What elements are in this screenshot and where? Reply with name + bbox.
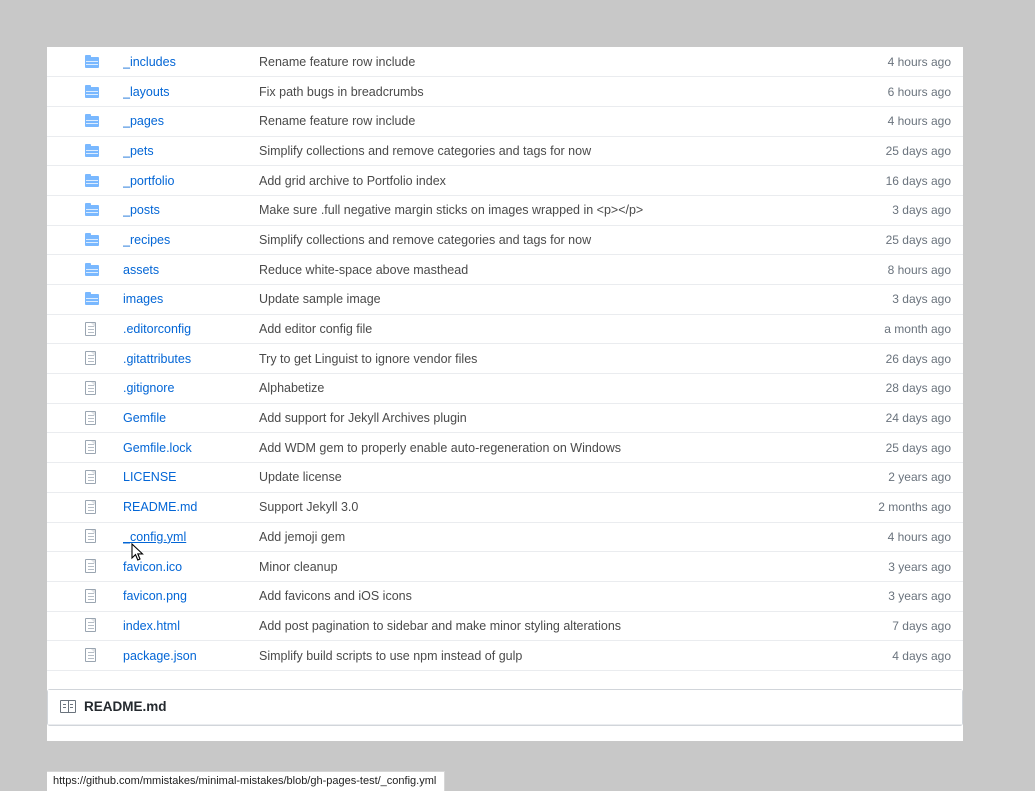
file-name-cell — [123, 552, 259, 582]
table-row — [47, 166, 963, 196]
file-icon-cell — [47, 47, 123, 77]
commit-message-link[interactable]: Simplify collections and remove categories and tags for now — [259, 143, 592, 158]
file-name-cell — [123, 581, 259, 611]
table-row — [47, 581, 963, 611]
folder-icon — [85, 176, 99, 187]
commit-message-cell — [259, 581, 831, 611]
commit-message-cell — [259, 492, 831, 522]
table-row — [47, 225, 963, 255]
commit-message-cell — [259, 641, 831, 671]
commit-age-cell: 25 days ago — [831, 136, 963, 166]
file-name-link[interactable]: index.html — [123, 618, 180, 633]
table-row — [47, 77, 963, 107]
file-icon-cell — [47, 403, 123, 433]
file-name-cell — [123, 344, 259, 374]
file-name-cell — [123, 492, 259, 522]
file-name-cell — [123, 225, 259, 255]
file-icon-cell — [47, 492, 123, 522]
table-row — [47, 403, 963, 433]
commit-age-cell: 2 years ago — [831, 463, 963, 493]
folder-icon — [85, 57, 99, 68]
file-name-link[interactable]: .gitignore — [123, 381, 175, 396]
file-name-cell — [123, 195, 259, 225]
commit-age-cell: 3 days ago — [831, 195, 963, 225]
commit-message-link[interactable]: Update license — [259, 470, 342, 485]
file-name-link[interactable]: _includes — [123, 54, 176, 69]
file-icon-cell — [47, 225, 123, 255]
file-icon-cell — [47, 552, 123, 582]
file-name-link[interactable]: Gemfile.lock — [123, 440, 192, 455]
commit-message-cell — [259, 611, 831, 641]
table-row — [47, 492, 963, 522]
commit-message-link[interactable]: Add post pagination to sidebar and make minor styling alterations — [259, 618, 622, 633]
file-name-cell — [123, 314, 259, 344]
table-row — [47, 285, 963, 315]
commit-age-cell: 2 months ago — [831, 492, 963, 522]
file-table-body — [47, 47, 963, 670]
commit-message-cell — [259, 166, 831, 196]
file-icon — [85, 500, 96, 514]
file-icon — [85, 411, 96, 425]
table-row — [47, 522, 963, 552]
file-name-cell — [123, 641, 259, 671]
table-row — [47, 611, 963, 641]
file-icon — [85, 381, 96, 395]
folder-icon — [85, 146, 99, 157]
file-icon-cell — [47, 463, 123, 493]
file-name-link[interactable]: .editorconfig — [123, 322, 192, 337]
commit-age-cell: 8 hours ago — [831, 255, 963, 285]
file-name-link[interactable]: assets — [123, 262, 160, 277]
commit-age-cell: 7 days ago — [831, 611, 963, 641]
file-name-link[interactable]: _recipes — [123, 232, 171, 247]
file-name-cell — [123, 77, 259, 107]
file-name-link[interactable]: favicon.ico — [123, 559, 183, 574]
file-icon — [85, 470, 96, 484]
file-name-cell — [123, 403, 259, 433]
file-icon — [85, 618, 96, 632]
table-row — [47, 136, 963, 166]
file-name-cell — [123, 166, 259, 196]
commit-age-cell: 4 days ago — [831, 641, 963, 671]
file-icon-cell — [47, 255, 123, 285]
file-name-link[interactable]: package.json — [123, 648, 197, 663]
commit-message-link[interactable]: Support Jekyll 3.0 — [259, 500, 359, 515]
file-name-cell — [123, 611, 259, 641]
table-row — [47, 641, 963, 671]
file-name-cell — [123, 255, 259, 285]
commit-age-cell: 3 days ago — [831, 285, 963, 315]
commit-message-link[interactable]: Add jemoji gem — [259, 529, 346, 544]
commit-message-link[interactable]: Simplify collections and remove categories and tags for now — [259, 232, 592, 247]
commit-message-link[interactable]: Add favicons and iOS icons — [259, 589, 412, 604]
commit-message-cell — [259, 285, 831, 315]
commit-age-cell: 4 hours ago — [831, 47, 963, 77]
file-name-link[interactable]: .gitattributes — [123, 351, 192, 366]
file-name-link[interactable]: _pages — [123, 114, 165, 129]
table-row — [47, 106, 963, 136]
commit-age-cell: 6 hours ago — [831, 77, 963, 107]
file-icon-cell — [47, 77, 123, 107]
commit-message-link[interactable]: Add editor config file — [259, 322, 373, 337]
folder-icon — [85, 294, 99, 305]
file-icon-cell — [47, 285, 123, 315]
commit-message-cell — [259, 314, 831, 344]
commit-message-cell — [259, 255, 831, 285]
readme-header — [48, 690, 962, 725]
commit-age-cell: 16 days ago — [831, 166, 963, 196]
commit-message-cell — [259, 463, 831, 493]
commit-age-cell: a month ago — [831, 314, 963, 344]
commit-message-link[interactable]: Fix path bugs in breadcrumbs — [259, 84, 424, 99]
file-name-cell — [123, 136, 259, 166]
commit-age-cell: 25 days ago — [831, 225, 963, 255]
commit-message-cell — [259, 225, 831, 255]
commit-message-link[interactable]: Alphabetize — [259, 381, 325, 396]
commit-message-cell — [259, 47, 831, 77]
file-name-link[interactable]: _portfolio — [123, 173, 175, 188]
file-icon-cell — [47, 195, 123, 225]
file-name-cell — [123, 433, 259, 463]
commit-message-link[interactable]: Add WDM gem to properly enable auto-regeneration on Windows — [259, 440, 621, 455]
file-icon-cell — [47, 344, 123, 374]
commit-message-cell — [259, 403, 831, 433]
commit-message-link[interactable]: Add support for Jekyll Archives plugin — [259, 411, 467, 426]
file-icon-cell — [47, 641, 123, 671]
file-icon-cell — [47, 374, 123, 404]
folder-icon — [85, 235, 99, 246]
commit-message-cell — [259, 374, 831, 404]
file-name-link[interactable]: README.md — [123, 500, 198, 515]
file-icon-cell — [47, 136, 123, 166]
commit-message-link[interactable]: Update sample image — [259, 292, 381, 307]
file-icon-cell — [47, 166, 123, 196]
readme-title: README.md — [84, 699, 167, 715]
file-name-cell — [123, 47, 259, 77]
file-name-cell — [123, 463, 259, 493]
table-row — [47, 195, 963, 225]
file-name-cell — [123, 106, 259, 136]
file-name-cell — [123, 522, 259, 552]
commit-age-cell: 3 years ago — [831, 552, 963, 582]
file-icon — [85, 589, 96, 603]
commit-message-cell — [259, 136, 831, 166]
commit-message-cell — [259, 433, 831, 463]
table-row — [47, 374, 963, 404]
file-name-cell — [123, 374, 259, 404]
file-icon — [85, 440, 96, 454]
commit-message-link[interactable]: Simplify build scripts to use npm instead of gulp — [259, 648, 523, 663]
table-row — [47, 552, 963, 582]
commit-age-cell: 28 days ago — [831, 374, 963, 404]
commit-message-link[interactable]: Rename feature row include — [259, 114, 416, 129]
file-icon-cell — [47, 106, 123, 136]
file-icon-cell — [47, 581, 123, 611]
folder-icon — [85, 265, 99, 276]
file-name-link[interactable]: _posts — [123, 203, 160, 218]
file-name-link[interactable]: _layouts — [123, 84, 170, 99]
commit-age-cell: 4 hours ago — [831, 106, 963, 136]
book-icon — [60, 700, 76, 713]
file-icon-cell — [47, 314, 123, 344]
table-row — [47, 47, 963, 77]
file-name-link[interactable]: LICENSE — [123, 470, 177, 485]
commit-message-link[interactable]: Reduce white-space above masthead — [259, 262, 469, 277]
table-row — [47, 433, 963, 463]
file-icon — [85, 529, 96, 543]
commit-message-cell — [259, 344, 831, 374]
readme-panel — [47, 689, 963, 726]
commit-message-cell — [259, 552, 831, 582]
commit-age-cell: 26 days ago — [831, 344, 963, 374]
file-icon — [85, 322, 96, 336]
commit-message-link[interactable]: Minor cleanup — [259, 559, 338, 574]
folder-icon — [85, 205, 99, 216]
folder-icon — [85, 116, 99, 127]
file-name-link[interactable]: _config.yml — [123, 529, 187, 544]
browser-viewport — [47, 47, 963, 741]
file-name-cell — [123, 285, 259, 315]
file-icon-cell — [47, 611, 123, 641]
commit-message-link[interactable]: Try to get Linguist to ignore vendor files — [259, 351, 478, 366]
commit-message-cell — [259, 77, 831, 107]
commit-message-cell — [259, 106, 831, 136]
commit-message-cell — [259, 522, 831, 552]
table-row — [47, 255, 963, 285]
commit-message-link[interactable]: Make sure .full negative margin sticks on images wrapped in <p></p> — [259, 203, 644, 218]
commit-message-cell — [259, 195, 831, 225]
file-icon-cell — [47, 433, 123, 463]
commit-age-cell: 25 days ago — [831, 433, 963, 463]
file-name-link[interactable]: favicon.png — [123, 589, 187, 604]
file-icon-cell — [47, 522, 123, 552]
table-row — [47, 463, 963, 493]
file-name-link[interactable]: _pets — [123, 143, 154, 158]
status-bar-url: https://github.com/mmistakes/minimal-mistakes/blob/gh-pages-test/_config.yml — [47, 771, 445, 791]
commit-message-link[interactable]: Rename feature row include — [259, 54, 416, 69]
file-icon — [85, 648, 96, 662]
file-icon — [85, 351, 96, 365]
repository-file-table — [47, 47, 963, 671]
commit-message-link[interactable]: Add grid archive to Portfolio index — [259, 173, 446, 188]
file-name-link[interactable]: images — [123, 292, 164, 307]
file-icon — [85, 559, 96, 573]
file-name-link[interactable]: Gemfile — [123, 411, 167, 426]
commit-age-cell: 3 years ago — [831, 581, 963, 611]
commit-age-cell: 4 hours ago — [831, 522, 963, 552]
folder-icon — [85, 87, 99, 98]
table-row — [47, 314, 963, 344]
commit-age-cell: 24 days ago — [831, 403, 963, 433]
table-row — [47, 344, 963, 374]
